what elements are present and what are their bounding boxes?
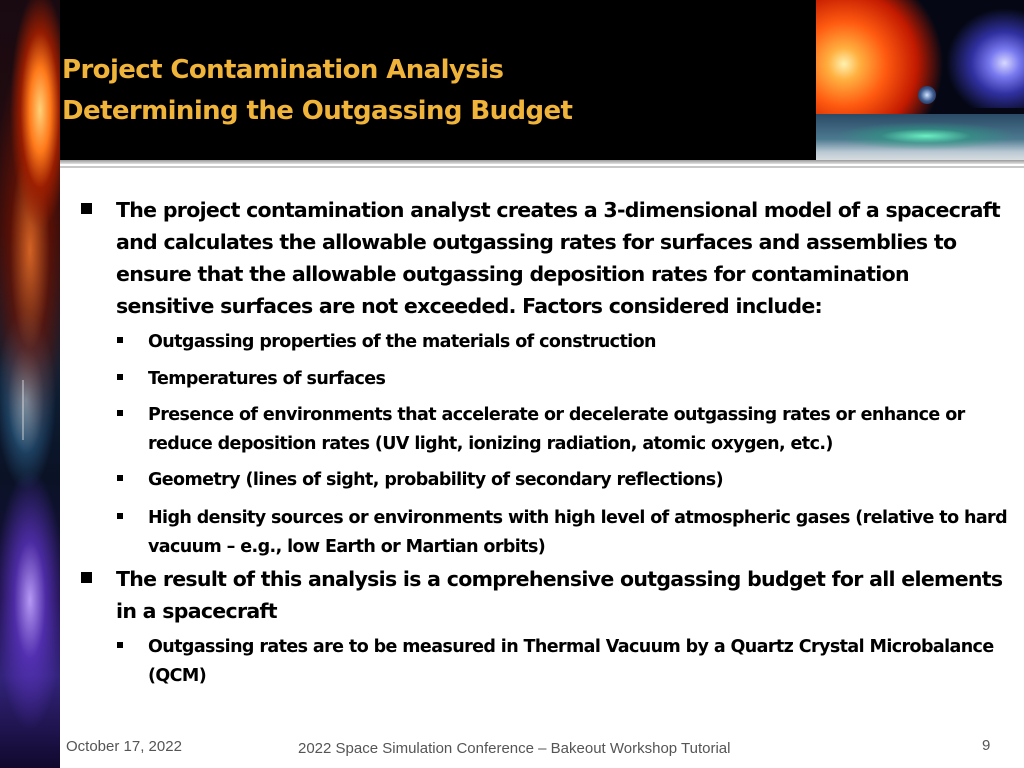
bullet-level2: High density sources or environments with high level of atmospheric gases (relative to hard vacuum – e.g., low Earth or Martian orbits) [148,504,1014,562]
page-number: 9 [982,737,991,754]
bullet-level2: Temperatures of surfaces [148,365,1014,394]
footer-date: October 17, 2022 [66,738,182,755]
slide-title-line-2: Determining the Outgassing Budget [62,96,573,126]
bullet-level2: Outgassing properties of the materials of construction [148,328,1014,357]
footer-conference: 2022 Space Simulation Conference – Bakeout Workshop Tutorial [298,740,731,757]
bullet-level1: The project contamination analyst creates a 3-dimensional model of a spacecraft and calculates the allowable outgassing rates for surfaces and assemblies to ensure that the allowable outgassing deposition rates for contamination sensitive surfaces are not exceeded. Factors considered include: [116,194,1006,322]
bullet-level1: The result of this analysis is a comprehensive outgassing budget for all elements in a spacecraft [116,563,1006,627]
bullet-level2: Geometry (lines of sight, probability of secondary reflections) [148,466,1014,495]
bullet-level2: Presence of environments that accelerate or decelerate outgassing rates or enhance or reduce deposition rates (UV light, ionizing radiation, atomic oxygen, etc.) [148,401,1014,459]
bullet-level2: Outgassing rates are to be measured in Thermal Vacuum by a Quartz Crystal Microbalance (QCM) [148,633,1014,691]
slide-title-line-1: Project Contamination Analysis [62,55,504,85]
